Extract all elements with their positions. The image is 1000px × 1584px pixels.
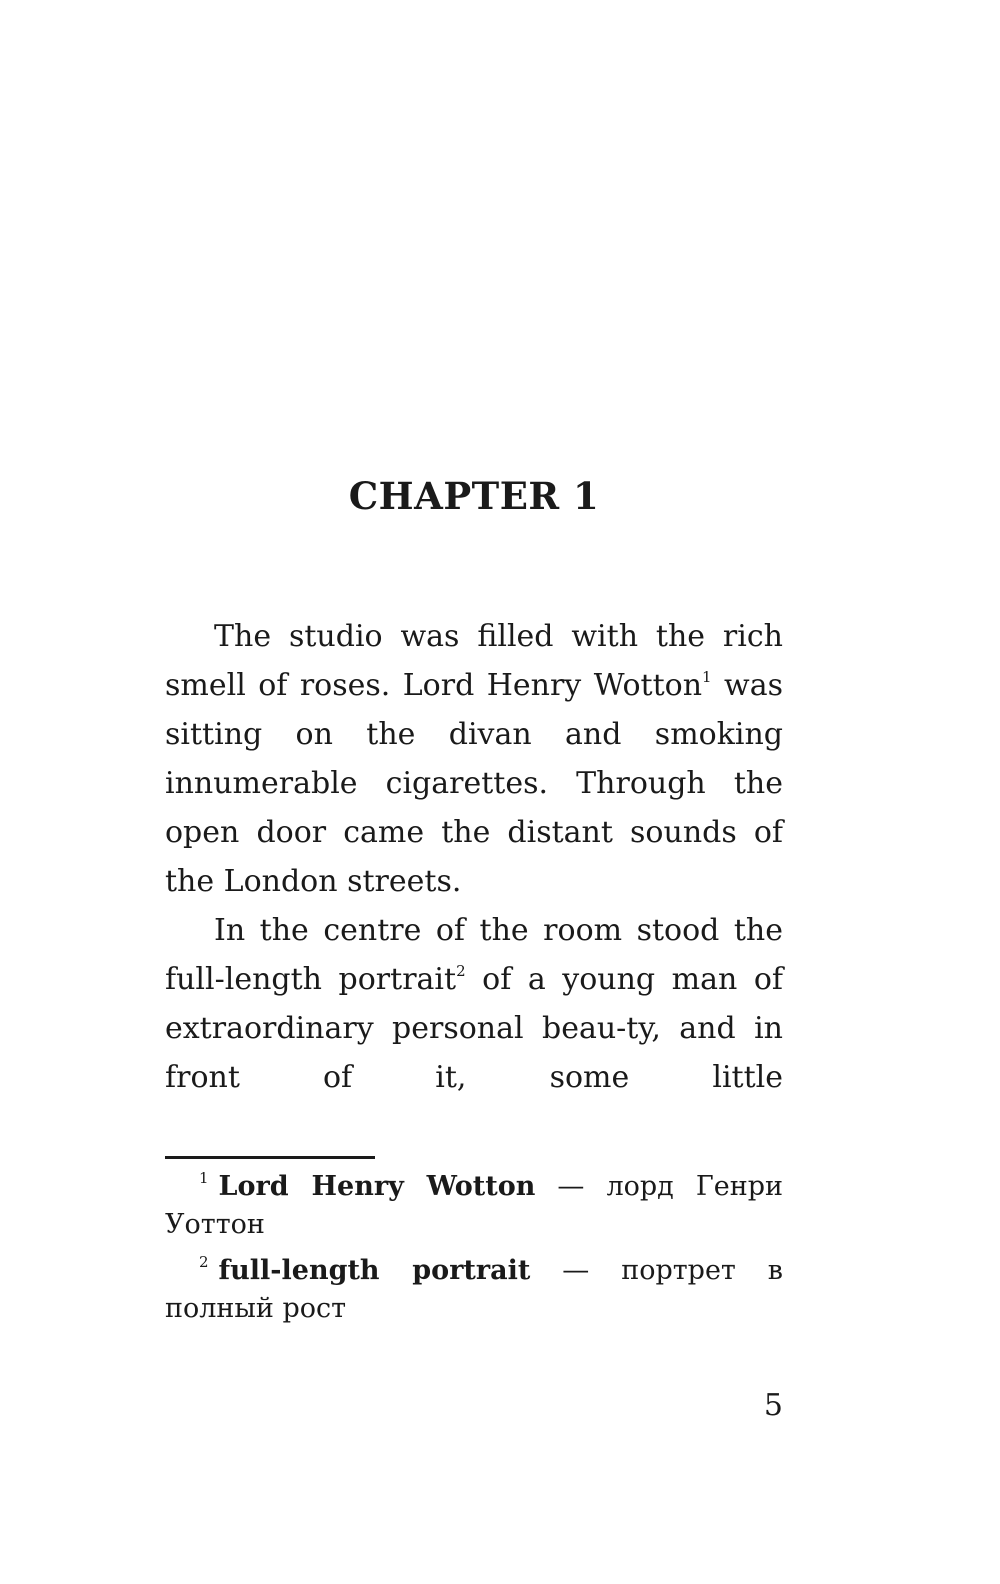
footnote-2-term: full-length portrait: [218, 1255, 531, 1286]
footnote-1: [165, 1168, 783, 1244]
paragraph-1: [165, 612, 783, 906]
footnote-ref-1: 1: [702, 668, 712, 686]
chapter-title: CHAPTER 1: [348, 474, 600, 518]
body-text: [165, 612, 783, 1102]
paragraph-2-text-b: of a young man of extraordinary personal beau-ty, and in front of it, some little: [165, 962, 783, 1095]
paragraph-2-text-a: In the centre of the room stood the full-length portrait: [165, 913, 783, 997]
page-number: 5: [763, 1388, 783, 1423]
footnote-divider: [165, 1156, 375, 1159]
paragraph-2: [165, 906, 783, 1102]
paragraph-1-text-b: was sitting on the divan and smoking innumerable cigarettes. Through the open door came the distant sounds of the London streets.: [165, 668, 783, 899]
footnote-2-number: 2: [199, 1253, 209, 1271]
footnote-2-translation: — портрет в полный рост: [165, 1255, 783, 1324]
paragraph-1-text-a: The studio was filled with the rich smell of roses. Lord Henry Wotton: [165, 619, 783, 703]
footnotes: [165, 1168, 783, 1336]
footnote-1-translation: — лорд Генри Уоттон: [165, 1171, 783, 1240]
footnote-ref-2: 2: [456, 962, 466, 980]
footnote-1-number: 1: [199, 1169, 209, 1187]
footnote-1-term: Lord Henry Wotton: [218, 1171, 536, 1202]
footnote-2: [165, 1252, 783, 1328]
